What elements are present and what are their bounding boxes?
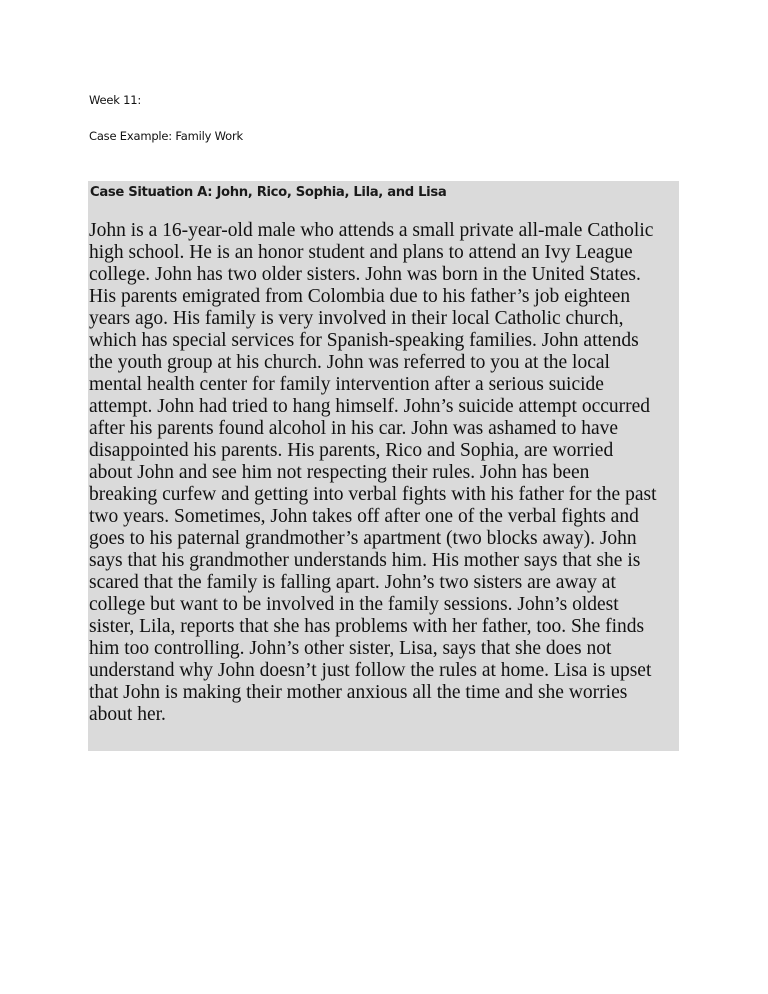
paragraph-line: two years. Sometimes, John takes off after one of the verbal fights and	[89, 506, 639, 527]
paragraph-line: college but want to be involved in the family sessions. John’s oldest	[89, 594, 619, 615]
case-situation-heading: Case Situation A: John, Rico, Sophia, Lila, and Lisa	[90, 185, 447, 200]
paragraph-line: scared that the family is falling apart. John’s two sisters are away at	[89, 572, 616, 593]
case-situation-box	[88, 181, 679, 751]
case-example-label: Case Example: Family Work	[89, 129, 244, 143]
paragraph-line: years ago. His family is very involved in their local Catholic church,	[89, 308, 624, 329]
paragraph-line: sister, Lila, reports that she has problems with her father, too. She finds	[89, 616, 645, 637]
paragraph-line: goes to his paternal grandmother’s apartment (two blocks away). John	[89, 528, 637, 549]
week-label: Week 11:	[89, 93, 142, 107]
paragraph-line: disappointed his parents. His parents, Rico and Sophia, are worried	[89, 440, 614, 461]
paragraph-line: high school. He is an honor student and plans to attend an Ivy League	[89, 242, 633, 263]
paragraph-line: the youth group at his church. John was referred to you at the local	[89, 352, 610, 373]
paragraph-line: him too controlling. John’s other sister, Lisa, says that she does not	[89, 638, 612, 659]
paragraph-line: attempt. John had tried to hang himself. John’s suicide attempt occurred	[89, 396, 651, 417]
case-situation-paragraph	[89, 220, 681, 726]
paragraph-line: college. John has two older sisters. John was born in the United States.	[89, 264, 641, 285]
paragraph-line: mental health center for family intervention after a serious suicide	[89, 374, 604, 395]
paragraph-line: breaking curfew and getting into verbal fights with his father for the past	[89, 484, 657, 505]
paragraph-line: John is a 16-year-old male who attends a small private all-male Catholic	[89, 220, 654, 241]
paragraph-line: His parents emigrated from Colombia due to his father’s job eighteen	[89, 286, 631, 307]
paragraph-line: after his parents found alcohol in his car. John was ashamed to have	[89, 418, 619, 439]
paragraph-line: that John is making their mother anxious all the time and she worries	[89, 682, 628, 703]
paragraph-line: which has special services for Spanish-speaking families. John attends	[89, 330, 639, 351]
paragraph-line: says that his grandmother understands him. His mother says that she is	[89, 550, 641, 571]
paragraph-line: about her.	[89, 704, 166, 725]
paragraph-line: about John and see him not respecting their rules. John has been	[89, 462, 590, 483]
paragraph-line: understand why John doesn’t just follow the rules at home. Lisa is upset	[89, 660, 652, 681]
